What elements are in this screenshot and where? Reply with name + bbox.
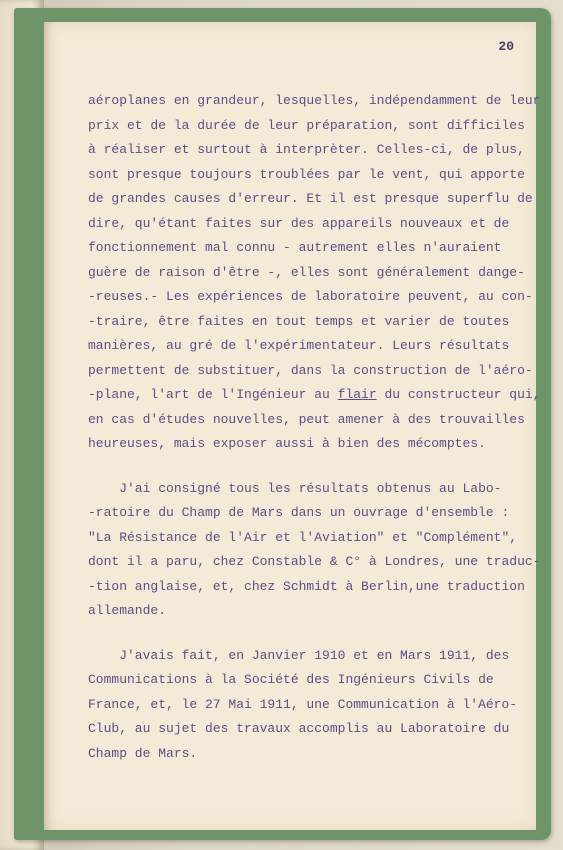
text-line: -reuses.- Les expériences de laboratoire peuvent, au con- <box>88 289 533 304</box>
text-line: dire, qu'étant faites sur des appareils nouveaux et de <box>88 215 510 231</box>
underlined-word: flair <box>337 387 377 402</box>
text-line: sont presque toujours troublées par le vent, qui apporte <box>88 166 525 182</box>
text-line: aéroplanes en grandeur, lesquelles, indépendamment de leur <box>88 93 541 108</box>
text-line: -plane, l'art de l'Ingénieur au flair du constructeur qui, <box>88 387 541 402</box>
text-line: J'avais fait, en Janvier 1910 et en Mars 1911, des <box>88 647 510 663</box>
text-line: -tion anglaise, et, chez Schmidt à Berlin,une traduction <box>88 578 525 594</box>
paragraph-3 <box>88 644 533 767</box>
text-line: à réaliser et surtout à interprèter. Celles-ci, de plus, <box>88 142 525 157</box>
text-line: de grandes causes d'erreur. Et il est presque superflu de <box>88 191 533 206</box>
text-line: dont il a paru, chez Constable & C° à Londres, une traduc- <box>88 554 541 569</box>
text-line: -ratoire du Champ de Mars dans un ouvrage d'ensemble : <box>88 505 510 520</box>
text-line: heureuses, mais exposer aussi à bien des mécomptes. <box>88 436 486 451</box>
text-line: Communications à la Société des Ingénieurs Civils de <box>88 672 494 687</box>
text-line: fonctionnement mal connu - autrement elles n'auraient <box>88 240 502 255</box>
text-line: Club, au sujet des travaux accomplis au Laboratoire du <box>88 721 510 736</box>
page-number: 20 <box>498 39 514 54</box>
text-line: Champ de Mars. <box>88 745 198 761</box>
text-line: en cas d'études nouvelles, peut amener à des trouvailles <box>88 411 525 427</box>
text-line: guère de raison d'être -, elles sont généralement dange- <box>88 264 525 280</box>
text-line: "La Résistance de l'Air et l'Aviation" et "Complément", <box>88 529 518 545</box>
text-line: -traire, être faites en tout temps et varier de toutes <box>88 313 510 329</box>
text-line: allemande. <box>88 603 167 618</box>
text-line: prix et de la durée de leur préparation, sont difficiles <box>88 117 525 133</box>
text-line: France, et, le 27 Mai 1911, une Communication à l'Aéro- <box>88 696 518 712</box>
text-line: J'ai consigné tous les résultats obtenus au Labo- <box>88 480 502 496</box>
text-line: permettent de substituer, dans la construction de l'aéro- <box>88 362 533 378</box>
document-page <box>44 22 541 830</box>
paragraph-1 <box>88 89 541 457</box>
paragraph-2 <box>88 477 541 624</box>
body-text <box>88 89 541 766</box>
text-line: manières, au gré de l'expérimentateur. Leurs résultats <box>88 338 510 353</box>
